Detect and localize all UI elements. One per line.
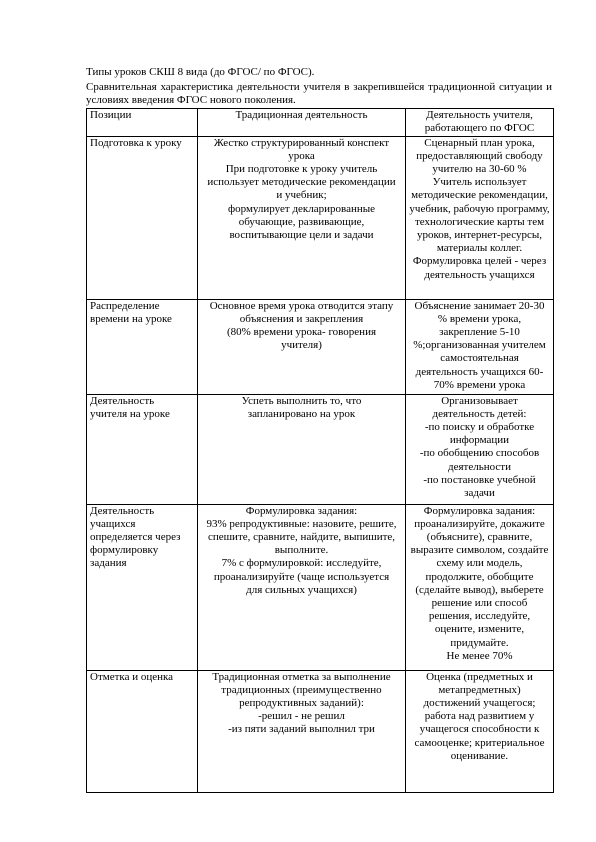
- cell-paragraph: 7% с формулировкой: исследуйте, проанализируйте (чаще используется для сильных учащихся): [213, 557, 390, 596]
- fgos-cell: [406, 394, 554, 504]
- cell-paragraph: Сценарный план урока, предоставляющий свободу учителю на 30-60 %: [416, 136, 543, 175]
- position-cell: Распределение времени на уроке: [87, 299, 198, 394]
- table-row: [87, 670, 554, 792]
- header-cell-positions: Позиции: [87, 108, 198, 136]
- cell-paragraph: Формулировка задания: проанализируйте, докажите (объясните), сравните, выразите символом, создайте схему или модель, продолжите, обобщите (сделайте вывод), выберете решение или способ решения, исследуйте, оцените, измените, придумайте.: [410, 504, 549, 649]
- table-row: [87, 299, 554, 394]
- cell-paragraph: Не менее 70%: [446, 649, 513, 662]
- cell-paragraph: Формулировка целей - через деятельность учащихся: [412, 255, 547, 281]
- cell-paragraph: Объяснение занимает 20-30 % времени урока, закрепление 5-10 %;организованная учителем самостоятельная деятельность учащихся 60-70% времени урока: [413, 299, 546, 391]
- fgos-cell: [406, 504, 554, 670]
- cell-paragraph: При подготовке к уроку учитель использует методические рекомендации и учебник;: [207, 162, 396, 202]
- position-cell: Подготовка к уроку: [87, 136, 198, 299]
- header-cell-traditional: Традиционная деятельность: [198, 108, 406, 136]
- traditional-cell: [198, 670, 406, 792]
- cell-paragraph: -решил - не решил: [258, 710, 345, 723]
- cell-paragraph: -по поиску и обработке информации: [424, 420, 535, 447]
- comparison-table: [86, 108, 554, 793]
- cell-paragraph: формулирует декларированные обучающие, развивающие, воспитывающие цели и задачи: [227, 202, 376, 241]
- fgos-cell: [406, 136, 554, 299]
- position-cell: Отметка и оценка: [87, 670, 198, 792]
- traditional-cell: [198, 136, 406, 299]
- cell-paragraph: Основное время урока отводится этапу объяснения и закрепления: [209, 299, 394, 325]
- cell-paragraph: Жестко структурированный конспект урока: [213, 136, 390, 162]
- table-row: [87, 504, 554, 670]
- cell-paragraph: Организовывает деятельность детей:: [432, 394, 527, 420]
- cell-paragraph: Успеть выполнить то, что запланировано на урок: [241, 394, 362, 420]
- header-cell-fgos: Деятельность учителя, работающего по ФГОС: [406, 108, 554, 136]
- table-header-row: [87, 108, 554, 136]
- table-row: [87, 394, 554, 504]
- cell-paragraph: -по обобщению способов деятельности: [419, 447, 540, 473]
- document-intro: Сравнительная характеристика деятельности учителя в закрепившейся традиционной ситуации и условиях введения ФГОС нового поколения.: [86, 80, 552, 106]
- fgos-cell: [406, 299, 554, 394]
- traditional-cell: [198, 299, 406, 394]
- cell-paragraph: Учитель использует методические рекомендации, учебник, рабочую программу, технологические карты тем уроков, интернет-ресурсы, материалы коллег.: [409, 176, 550, 255]
- cell-paragraph: 93% репродуктивные: назовите, решите, спешите, сравните, найдите, выпишите, выполните.: [206, 517, 397, 557]
- traditional-cell: [198, 394, 406, 504]
- traditional-cell: [198, 504, 406, 670]
- position-cell: Деятельность учащихся определяется через формулировку задания: [87, 504, 198, 670]
- cell-paragraph: -по постановке учебной задачи: [423, 473, 536, 499]
- table-row: [87, 136, 554, 299]
- fgos-cell: [406, 670, 554, 792]
- cell-paragraph: -из пяти заданий выполнил три: [228, 723, 375, 736]
- cell-paragraph: Формулировка задания:: [245, 504, 358, 517]
- document-title: Типы уроков СКШ 8 вида (до ФГОС/ по ФГОС).: [86, 66, 315, 78]
- document-page: [86, 66, 552, 793]
- cell-paragraph: Традиционная отметка за выполнение традиционных (преимущественно репродуктивных заданий):: [212, 670, 391, 709]
- cell-paragraph: (80% времени урока- говорения учителя): [226, 325, 377, 352]
- position-cell: Деятельность учителя на уроке: [87, 394, 198, 504]
- cell-paragraph: Оценка (предметных и метапредметных) достижений учащегося; работа над развитием у учащегося способности к самооценке; критериальное оценивание.: [414, 670, 545, 762]
